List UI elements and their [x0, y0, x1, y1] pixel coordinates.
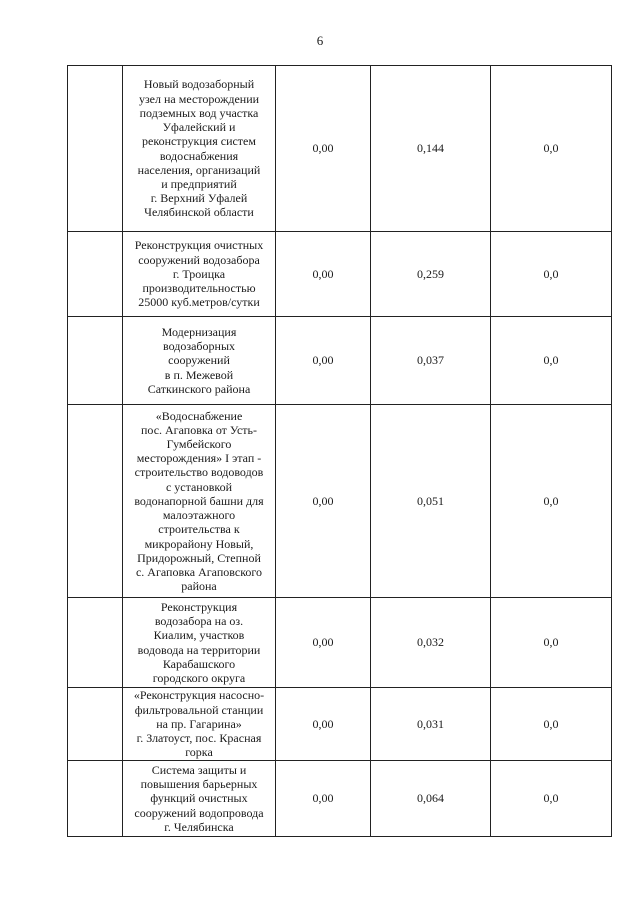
value-cell-1: 0,00 [276, 598, 371, 688]
project-name-cell: «Водоснабжение пос. Агаповка от Усть- Гумбейского месторождения» I этап - строительство водоводов с установкой водонапорной башни для малоэтажного строительства к микрорайону Новый, Придорожный, Степной с. Агаповка Агаповского района [123, 405, 276, 598]
table-row [68, 761, 612, 837]
row-number-cell [68, 598, 123, 688]
table-row [68, 688, 612, 761]
value-cell-1: 0,00 [276, 317, 371, 405]
table-row [68, 66, 612, 232]
project-name-cell: Реконструкция водозабора на оз. Киалим, участков водовода на территории Карабашского городского округа [123, 598, 276, 688]
project-name-cell: Новый водозаборный узел на месторождении подземных вод участка Уфалейский и реконструкция систем водоснабжения населения, организаций и предприятий г. Верхний Уфалей Челябинской области [123, 66, 276, 232]
value-cell-2: 0,051 [371, 405, 491, 598]
project-name-cell: Модернизация водозаборных сооружений в п. Межевой Саткинского района [123, 317, 276, 405]
table-row [68, 598, 612, 688]
row-number-cell [68, 232, 123, 317]
row-number-cell [68, 761, 123, 837]
value-cell-3: 0,0 [491, 66, 612, 232]
value-cell-1: 0,00 [276, 688, 371, 761]
value-cell-3: 0,0 [491, 232, 612, 317]
value-cell-3: 0,0 [491, 405, 612, 598]
value-cell-1: 0,00 [276, 405, 371, 598]
page-number: 6 [316, 33, 324, 48]
value-cell-2: 0,064 [371, 761, 491, 837]
table-row [68, 405, 612, 598]
value-cell-1: 0,00 [276, 232, 371, 317]
value-cell-3: 0,0 [491, 688, 612, 761]
value-cell-2: 0,031 [371, 688, 491, 761]
value-cell-2: 0,144 [371, 66, 491, 232]
row-number-cell [68, 405, 123, 598]
value-cell-2: 0,259 [371, 232, 491, 317]
row-number-cell [68, 66, 123, 232]
value-cell-3: 0,0 [491, 598, 612, 688]
value-cell-1: 0,00 [276, 761, 371, 837]
value-cell-3: 0,0 [491, 761, 612, 837]
value-cell-2: 0,032 [371, 598, 491, 688]
project-name-cell: Система защиты и повышения барьерных функций очистных сооружений водопровода г. Челябинска [123, 761, 276, 837]
investment-table [67, 65, 612, 837]
project-name-cell: «Реконструкция насосно- фильтровальной станции на пр. Гагарина» г. Златоуст, пос. Красная горка [123, 688, 276, 761]
value-cell-1: 0,00 [276, 66, 371, 232]
table-row [68, 317, 612, 405]
value-cell-2: 0,037 [371, 317, 491, 405]
project-name-cell: Реконструкция очистных сооружений водозабора г. Троицка производительностью 25000 куб.метров/сутки [123, 232, 276, 317]
table-row [68, 232, 612, 317]
row-number-cell [68, 317, 123, 405]
row-number-cell [68, 688, 123, 761]
value-cell-3: 0,0 [491, 317, 612, 405]
